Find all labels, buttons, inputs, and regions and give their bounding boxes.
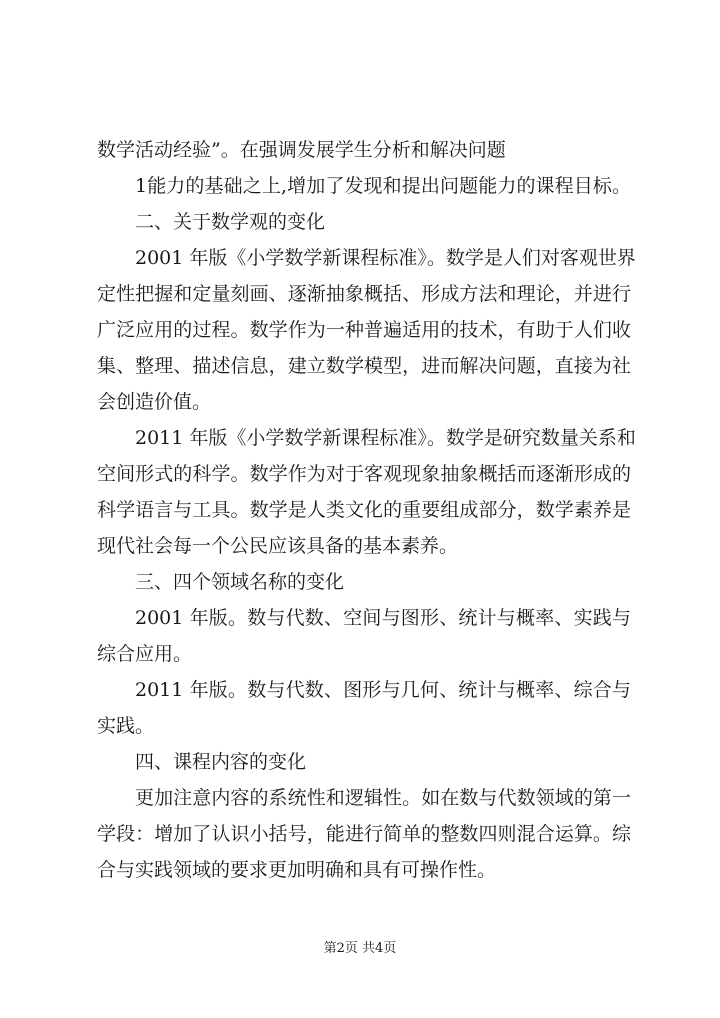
paragraph-line: 2001 年版《小学数学新课程标准》。数学是人们对客观世界 — [135, 247, 636, 269]
paragraph-line: 广泛应用的过程。数学作为一种普遍适用的技术，有助于人们收 — [97, 319, 631, 341]
paragraph-line: 更加注意内容的系统性和逻辑性。如在数与代数领域的第一 — [135, 787, 631, 809]
paragraph-line: 空间形式的科学。数学作为对于客观现象抽象概括而逐渐形成的 — [97, 463, 631, 485]
page-number-footer: 第2页 共4页 — [323, 941, 397, 956]
paragraph-line: 合与实践领域的要求更加明确和具有可操作性。 — [97, 859, 497, 881]
paragraph-line: 2001 年版。数与代数、空间与图形、统计与概率、实践与 — [135, 607, 631, 629]
paragraph-line: 学段：增加了认识小括号，能进行简单的整数四则混合运算。综 — [97, 823, 631, 845]
paragraph-line: 数学活动经验”。在强调发展学生分析和解决问题 — [97, 139, 506, 161]
section-heading: 三、四个领域名称的变化 — [135, 571, 345, 593]
section-heading: 二、关于数学观的变化 — [135, 211, 326, 233]
paragraph-line: 2011 年版。数与代数、图形与几何、统计与概率、综合与 — [135, 679, 631, 701]
paragraph-line: 集、整理、描述信息，建立数学模型，进而解决问题，直接为社 — [97, 355, 631, 377]
paragraph-line: 定性把握和定量刻画、逐渐抽象概括、形成方法和理论，并进行 — [97, 283, 631, 305]
paragraph-line: 实践。 — [97, 715, 155, 737]
paragraph-line: 现代社会每一个公民应该具备的基本素养。 — [97, 535, 459, 557]
paragraph-line: 科学语言与工具。数学是人类文化的重要组成部分，数学素养是 — [97, 499, 631, 521]
paragraph-line: 1能力的基础之上,增加了发现和提出问题能力的课程目标。 — [135, 175, 631, 197]
section-heading: 四、课程内容的变化 — [135, 751, 307, 773]
paragraph-line: 综合应用。 — [97, 643, 193, 665]
paragraph-line: 2011 年版《小学数学新课程标准》。数学是研究数量关系和 — [135, 427, 636, 449]
paragraph-line: 会创造价值。 — [97, 391, 212, 413]
